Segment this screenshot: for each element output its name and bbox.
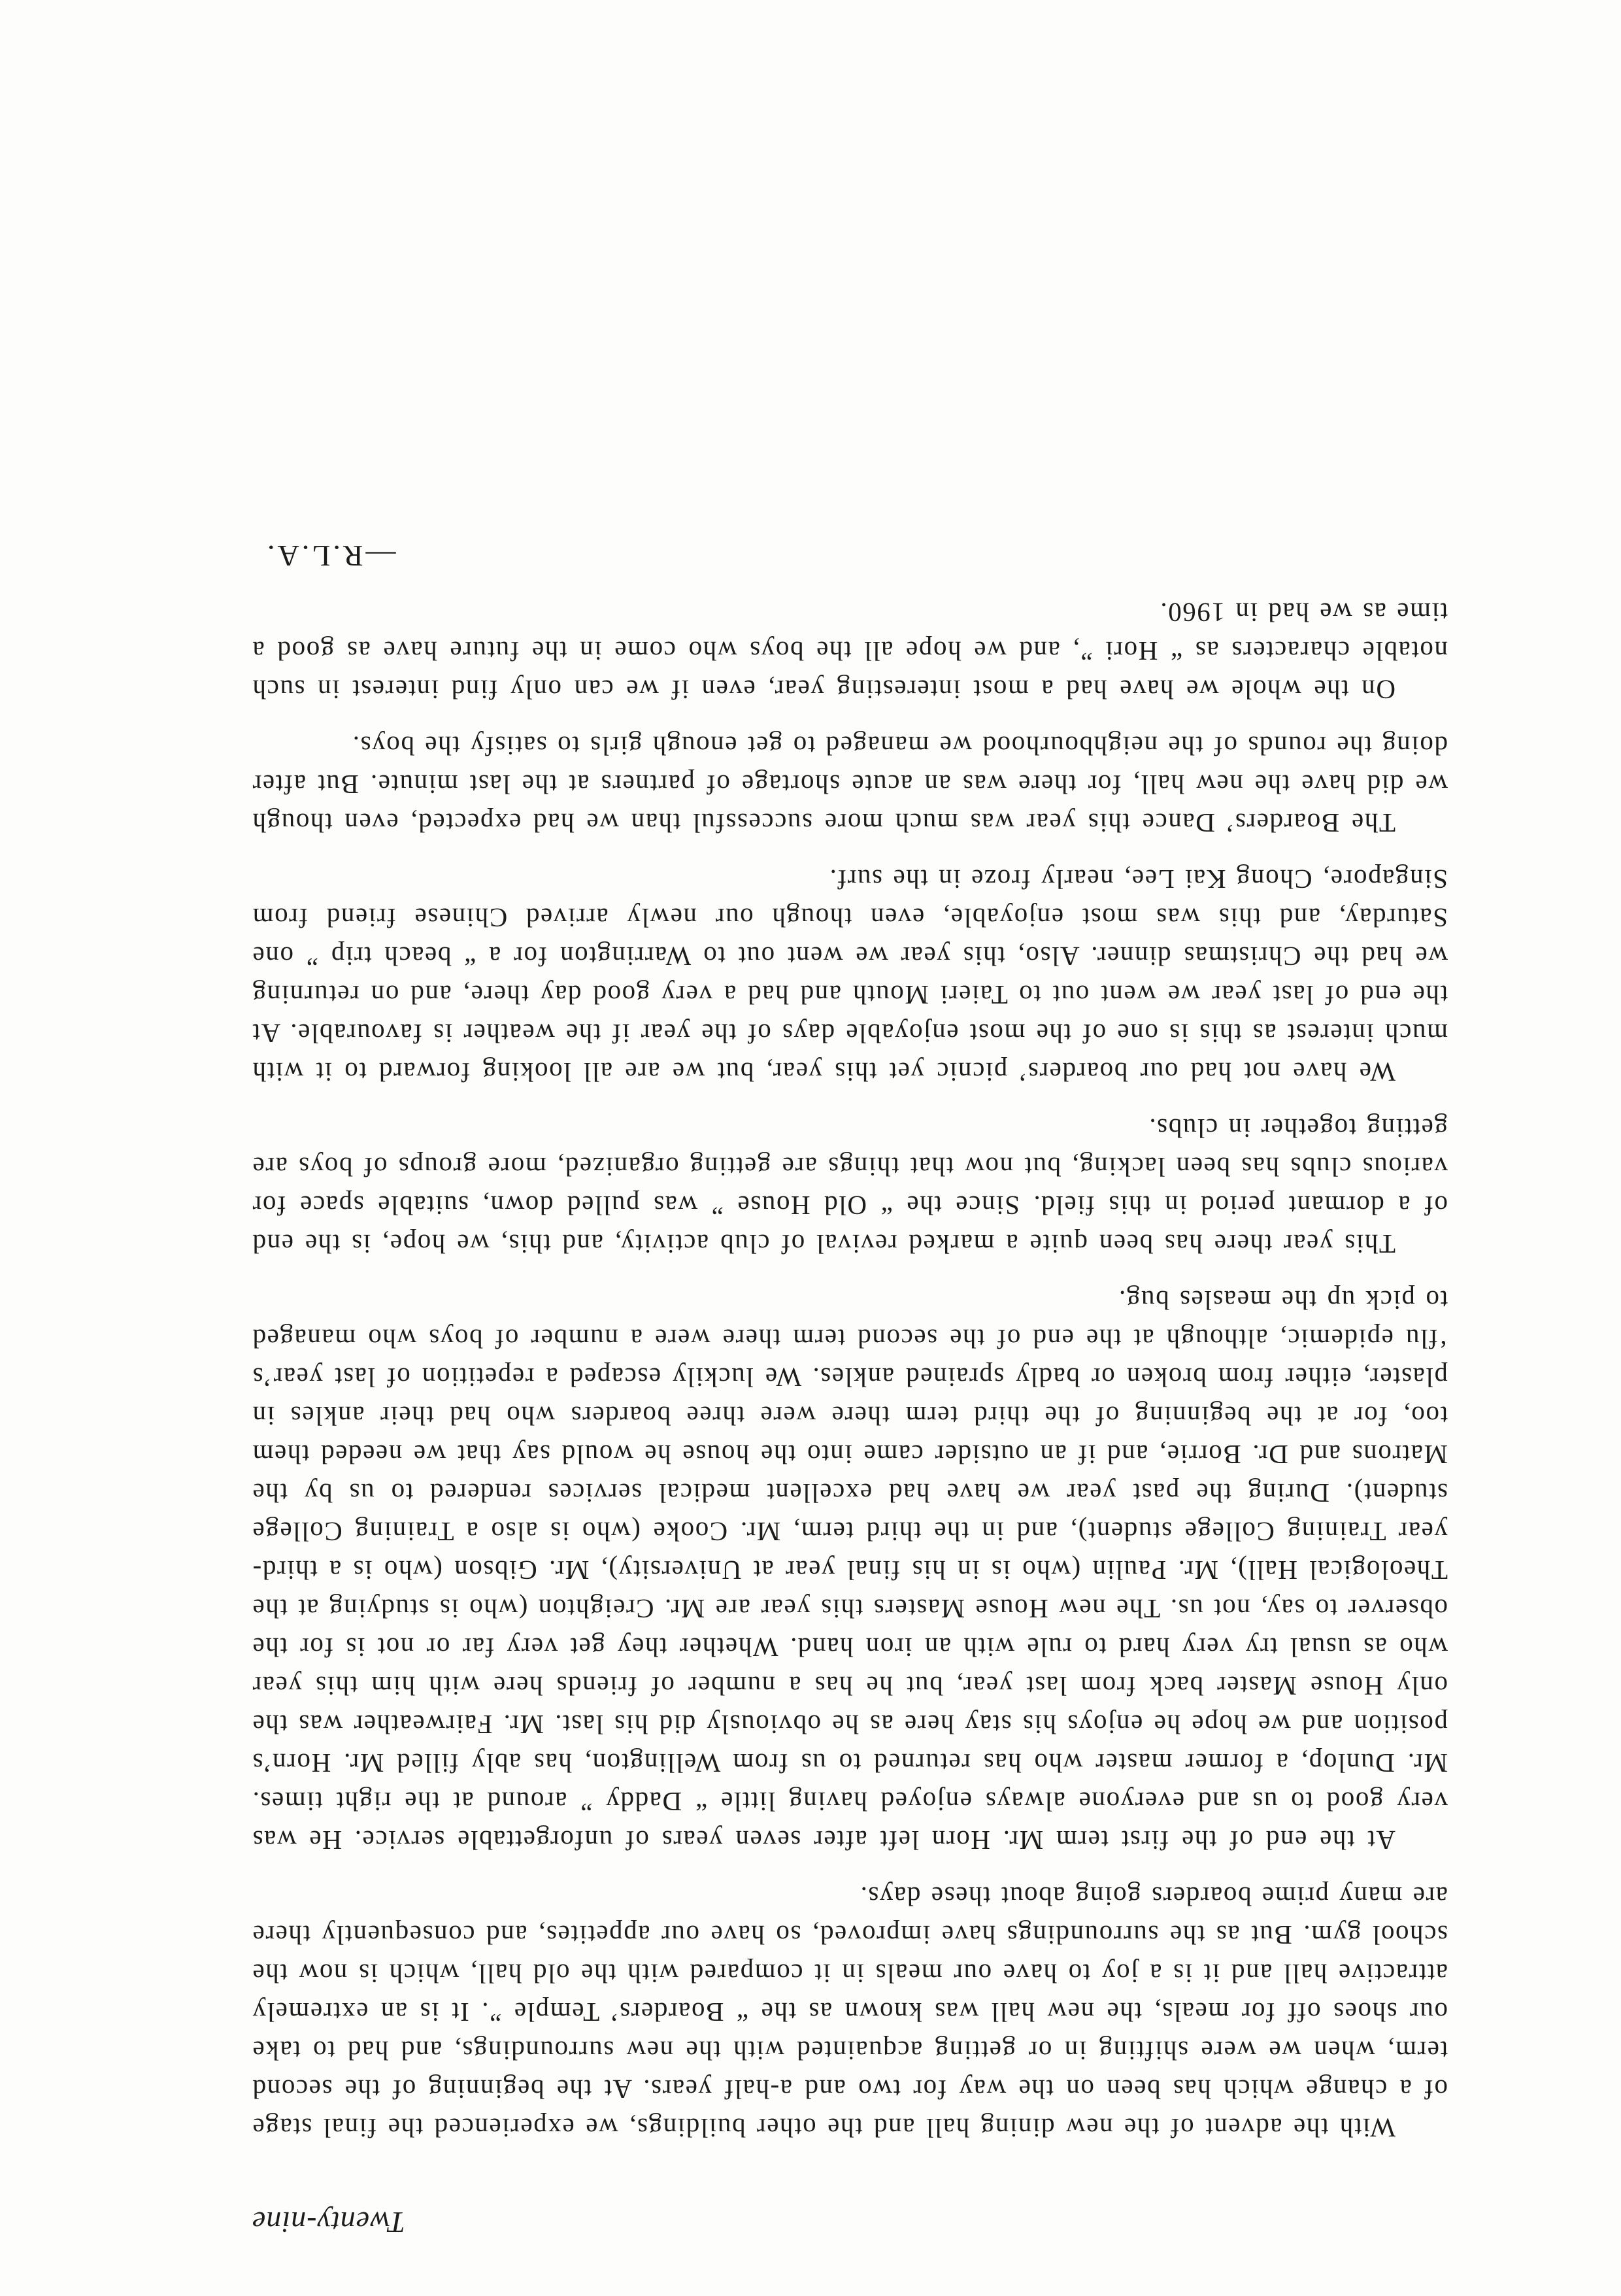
paragraph-dance: The Boarders’ Dance this year was much more successful than we had expected, even though we did have the new hall, for there was an acute shortage of partners at the last minute. But after doing the rounds of the neighbourhood we managed to get enough girls to satisfy the boys. xyxy=(252,731,1448,838)
page-content xyxy=(252,500,1448,2245)
paragraph-staff-and-health: At the end of the first term Mr. Horn left after seven years of unforgettable service. He was very good to us and everyone always enjoyed having little “ Daddy ” around at the right times. Mr. Dunlop, a former master who has returned to us from Wellington, has ably filled Mr. Horn’s position and we hope he enjoys his stay here as he obviously did his last. Mr. Fairweather was the only House Master back from last year, but he has a number of friends here with him this year who as usual try very hard to rule with an iron hand. Whether they get very far or not is for the observer to say, not us. The new House Masters this year are Mr. Creighton (who is studying at the Theological Hall), Mr. Paulin (who is in his final year at University), Mr. Gibson (who is a third-year Training College student), and in the third term, Mr. Cooke (who is also a Training College student). During the past year we have had excellent medical services rendered to us by the Matrons and Dr. Borrie, and if an outsider came into the house he would say that we needed them too, for at the beginning of the third term there were three boarders who had their ankles in plaster, either from broken or badly sprained ankles. We luckily escaped a repetition of last year’s ‘flu epidemic, although at the end of the second term there were a number of boys who managed to pick up the measles bug. xyxy=(252,1285,1448,1855)
paragraph-club-activity: This year there has been quite a marked revival of club activity, and this, we hope, is the end of a dormant period in this field. Since the “ Old House ” was pulled down, suitable space for various clubs has been lacking, but now that things are getting organized, more groups of boys are getting together in clubs. xyxy=(252,1113,1448,1259)
author-initials: —R.L.A. xyxy=(265,539,396,573)
paragraph-dining-hall: With the advent of the new dining hall and the other buildings, we experienced the final stage of a change which has been on the way for two and a-half years. At the beginning of the second term, when we were shifting in or getting acquainted with the new surroundings, and had to take our shoes off for meals, the new hall was known as the “ Boarders’ Temple ”. It is an extremely attractive hall and it is a joy to have our meals in it compared with the old hall, which is now the school gym. But as the surroundings have improved, so have our appetites, and consequently there are many prime boarders going about these days. xyxy=(252,1882,1448,2143)
paragraph-closing: On the whole we have had a most interesting year, even if we can only find interest in such notable characters as “ Hori ”, and we hope all the boys who come in the future have as good a time as we had in 1960. xyxy=(252,598,1448,705)
page-folio: Twenty-nine xyxy=(252,2206,405,2239)
paragraph-picnic: We have not had our boarders’ picnic yet this year, but we are all looking forward to it with much interest as this is one of the most enjoyable days of the year if the weather is favourable. At the end of last year we went out to Taieri Mouth and had a very good day there, and on returning we had the Christmas dinner. Also, this year we went out to Warrington for a “ beach trip ” one Saturday, and this was most enjoyable, even though our newly arrived Chinese friend from Singapore, Chong Kai Lee, nearly froze in the surf. xyxy=(252,864,1448,1087)
